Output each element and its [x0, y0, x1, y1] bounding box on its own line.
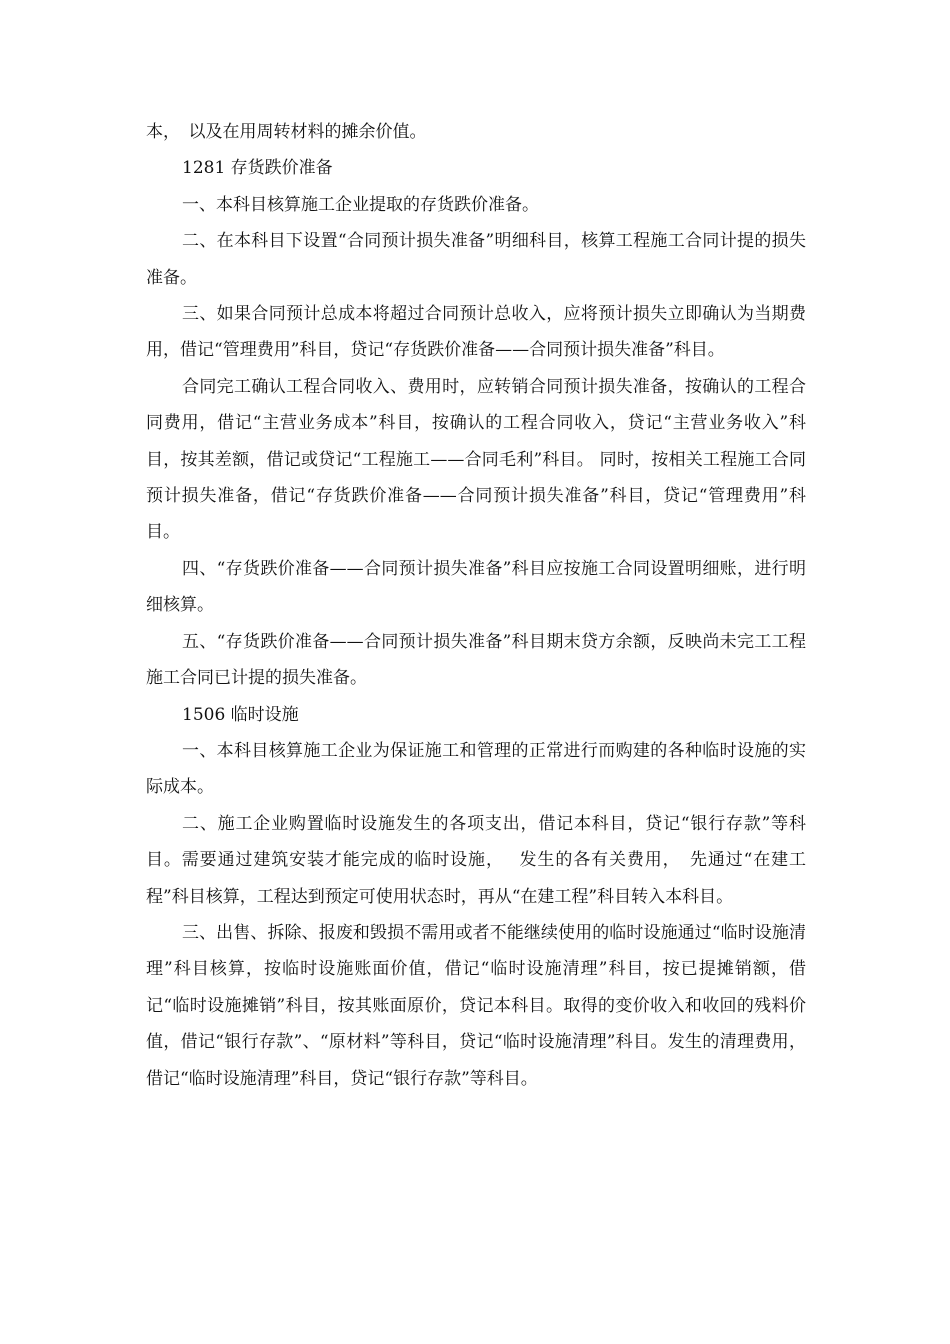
paragraph-continuation: 本， 以及在用周转材料的摊余价值。	[146, 122, 427, 142]
paragraph-1281-item-4: 四、“存货跌价准备——合同预计损失准备”科目应按施工合同设置明细账，进行明细核算。	[146, 558, 806, 616]
paragraph-1506-item-2: 二、施工企业购置临时设施发生的各项支出，借记本科目，贷记“银行存款”等科目。需要通过建筑安装才能完成的临时设施， 发生的各有关费用， 先通过“在建工程”科目核算，工程达到预定可使用状态时，再从“在建工程”科目转入本科目。	[146, 813, 806, 907]
paragraph-1281-item-1: 一、本科目核算施工企业提取的存货跌价准备。	[182, 194, 539, 215]
paragraph-1506-item-1: 一、本科目核算施工企业为保证施工和管理的正常进行而购建的各种临时设施的实际成本。	[146, 740, 806, 798]
paragraph-1506-item-3: 三、出售、拆除、报废和毁损不需用或者不能继续使用的临时设施通过“临时设施清理”科目核算，按临时设施账面价值，借记“临时设施清理”科目，按已提摊销额，借记“临时设施摊销”科目，按其账面原价，贷记本科目。取得的变价收入和收回的残料价值，借记“银行存款”、“原材料”等科目，贷记“临时设施清理”科目。发生的清理费用，借记“临时设施清理”科目，贷记“银行存款”等科目。	[146, 922, 806, 1089]
paragraph-1281-item-3: 三、如果合同预计总成本将超过合同预计总收入，应将预计损失立即确认为当期费用，借记“管理费用”科目，贷记“存货跌价准备——合同预计损失准备”科目。	[146, 304, 806, 361]
paragraph-1281-item-2: 二、在本科目下设置“合同预计损失准备”明细科目，核算工程施工合同计提的损失准备。	[146, 231, 806, 288]
document-body	[146, 114, 806, 1097]
section-heading-1506: 1506 临时设施	[182, 704, 299, 725]
paragraph-1281-item-5: 五、“存货跌价准备——合同预计损失准备”科目期末贷方余额，反映尚未完工工程施工合同已计提的损失准备。	[146, 631, 806, 689]
section-heading-1281: 1281 存货跌价准备	[182, 158, 333, 179]
paragraph-1281-item-3-cont: 合同完工确认工程合同收入、费用时，应转销合同预计损失准备，按确认的工程合同费用，借记“主营业务成本”科目，按确认的工程合同收入，贷记“主营业务收入”科目，按其差额，借记或贷记“工程施工——合同毛利”科目。 同时，按相关工程施工合同预计损失准备，借记“存货跌价准备——合同预计损失准备”科目，贷记“管理费用”科目。	[146, 376, 806, 543]
